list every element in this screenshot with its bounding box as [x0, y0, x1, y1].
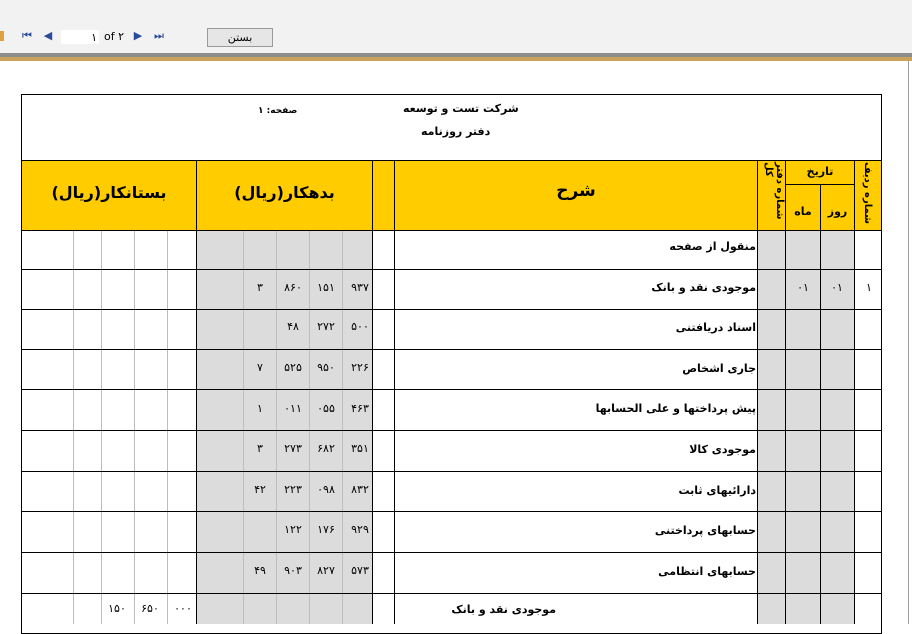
debit-cell: ۹۵۰ [317, 361, 335, 374]
debit-subcolumn-line [309, 231, 310, 624]
debit-cell: ۱۲۲ [284, 523, 302, 536]
debit-cell: ۲۲۶ [351, 361, 369, 374]
debit-subcolumn-line [243, 231, 244, 624]
debit-cell: ۴۲ [254, 483, 266, 496]
next-page-icon[interactable]: ▶ [133, 29, 143, 42]
debit-cell: ۵۰۰ [351, 320, 369, 333]
row-separator [21, 389, 882, 390]
debit-cell: ۸۶۰ [284, 281, 302, 294]
row-separator [21, 269, 882, 270]
debit-cell: ۳ [257, 281, 263, 294]
debit-cell: ۳۵۱ [351, 442, 369, 455]
ledger-column-fill [758, 231, 785, 624]
debit-cell: ۵۲۵ [284, 361, 302, 374]
debit-cell: ۷ [257, 361, 263, 374]
row-separator [21, 309, 882, 310]
ledger-header-label: شماره دفتر کل [763, 162, 785, 220]
credit-subcolumn-line [101, 231, 102, 624]
row-description: پیش پرداختها و علی الحسابها [595, 402, 756, 415]
previous-page-icon[interactable]: ◀ [43, 29, 53, 42]
row-separator [21, 349, 882, 350]
row-description: موجودی نقد و بانک [451, 603, 556, 616]
row-description: منقول از صفحه [669, 240, 756, 253]
row-description: حسابهای انتظامی [658, 565, 756, 578]
row-description: جاری اشخاص [682, 362, 756, 375]
month-left-border [785, 231, 786, 624]
row-separator [21, 552, 882, 553]
credit-cell: ۱۵۰ [108, 602, 126, 615]
credit-subcolumn-line [167, 231, 168, 624]
row-separator [21, 471, 882, 472]
row-description: موجودی نقد و بانک [651, 281, 756, 294]
description-left-border [394, 231, 395, 624]
ledger-left-border [757, 231, 758, 624]
debit-cell: ۲۷۳ [284, 442, 302, 455]
debit-subcolumn-line [276, 231, 277, 624]
row-description: حسابهای پرداختنی [654, 524, 756, 537]
debit-cell: ۹۰۳ [284, 564, 302, 577]
month-header-label: ماه [794, 205, 812, 218]
debit-cell: ۹۲۹ [351, 523, 369, 536]
debit-cell: ۶۸۲ [317, 442, 335, 455]
debit-cell: ۱۵۱ [317, 281, 335, 294]
row-description: دارائیهای ثابت [678, 484, 756, 497]
debit-cell: ۹۳۷ [351, 281, 369, 294]
page-number-input[interactable] [61, 30, 99, 44]
close-button[interactable]: بستن [207, 28, 273, 47]
row-description: اسناد دریافتنی [675, 321, 756, 334]
page-count-label: of ۲ [104, 30, 125, 43]
debit-cell: ۰۱۱ [284, 402, 302, 415]
row-number-value: ۱ [866, 281, 872, 294]
page-edge-line [908, 61, 909, 624]
debit-cell: ۵۷۳ [351, 564, 369, 577]
credit-header-label: بستانکار(ریال) [51, 183, 167, 202]
row-separator [21, 511, 882, 512]
day-header-label: روز [827, 205, 848, 218]
credit-subcolumn-line [134, 231, 135, 624]
credit-subcolumn-line [73, 231, 74, 624]
credit-cell: ۰۰۰ [174, 602, 192, 615]
report-viewer-toolbar [0, 0, 912, 53]
row-number-header-label: شماره ردیف [862, 162, 873, 224]
debit-cell: ۸۳۲ [351, 483, 369, 496]
debit-cell: ۴۸ [287, 320, 299, 333]
debit-header-label: بدهکار(ریال) [234, 183, 335, 202]
debit-cell: ۱ [257, 402, 263, 415]
debit-cell: ۰۹۸ [317, 483, 335, 496]
debit-cell: ۸۲۷ [317, 564, 335, 577]
debit-cell: ۴۹ [254, 564, 266, 577]
row-description: موجودی کالا [689, 443, 756, 456]
month-value: ۰۱ [797, 281, 809, 294]
debit-cell: ۲۷۲ [317, 320, 335, 333]
credit-cell: ۶۵۰ [141, 602, 159, 615]
company-name: شرکت تست و توسعه [403, 102, 519, 115]
debit-cell: ۴۶۳ [351, 402, 369, 415]
last-page-icon[interactable]: ⏭ [154, 29, 164, 42]
debit-cell: ۲۲۳ [284, 483, 302, 496]
toolbar-edge-icon [0, 31, 4, 41]
first-page-icon[interactable]: ⏮ [22, 29, 32, 42]
debit-cell: ۱۷۶ [317, 523, 335, 536]
debit-cell: ۰۵۵ [317, 402, 335, 415]
row-separator [21, 430, 882, 431]
day-value: ۰۱ [831, 281, 843, 294]
row-separator [21, 593, 882, 594]
date-header-label: تاریخ [806, 165, 834, 178]
debit-subcolumn-line [342, 231, 343, 624]
debit-left-border [196, 231, 197, 624]
description-header-label: شرح [556, 181, 596, 201]
debit-cell: ۳ [257, 442, 263, 455]
report-title: دفتر روزنامه [421, 125, 491, 138]
spacer-header [372, 160, 395, 231]
page-number-label: صفحه: ۱ [258, 106, 298, 116]
day-left-border [820, 231, 821, 624]
